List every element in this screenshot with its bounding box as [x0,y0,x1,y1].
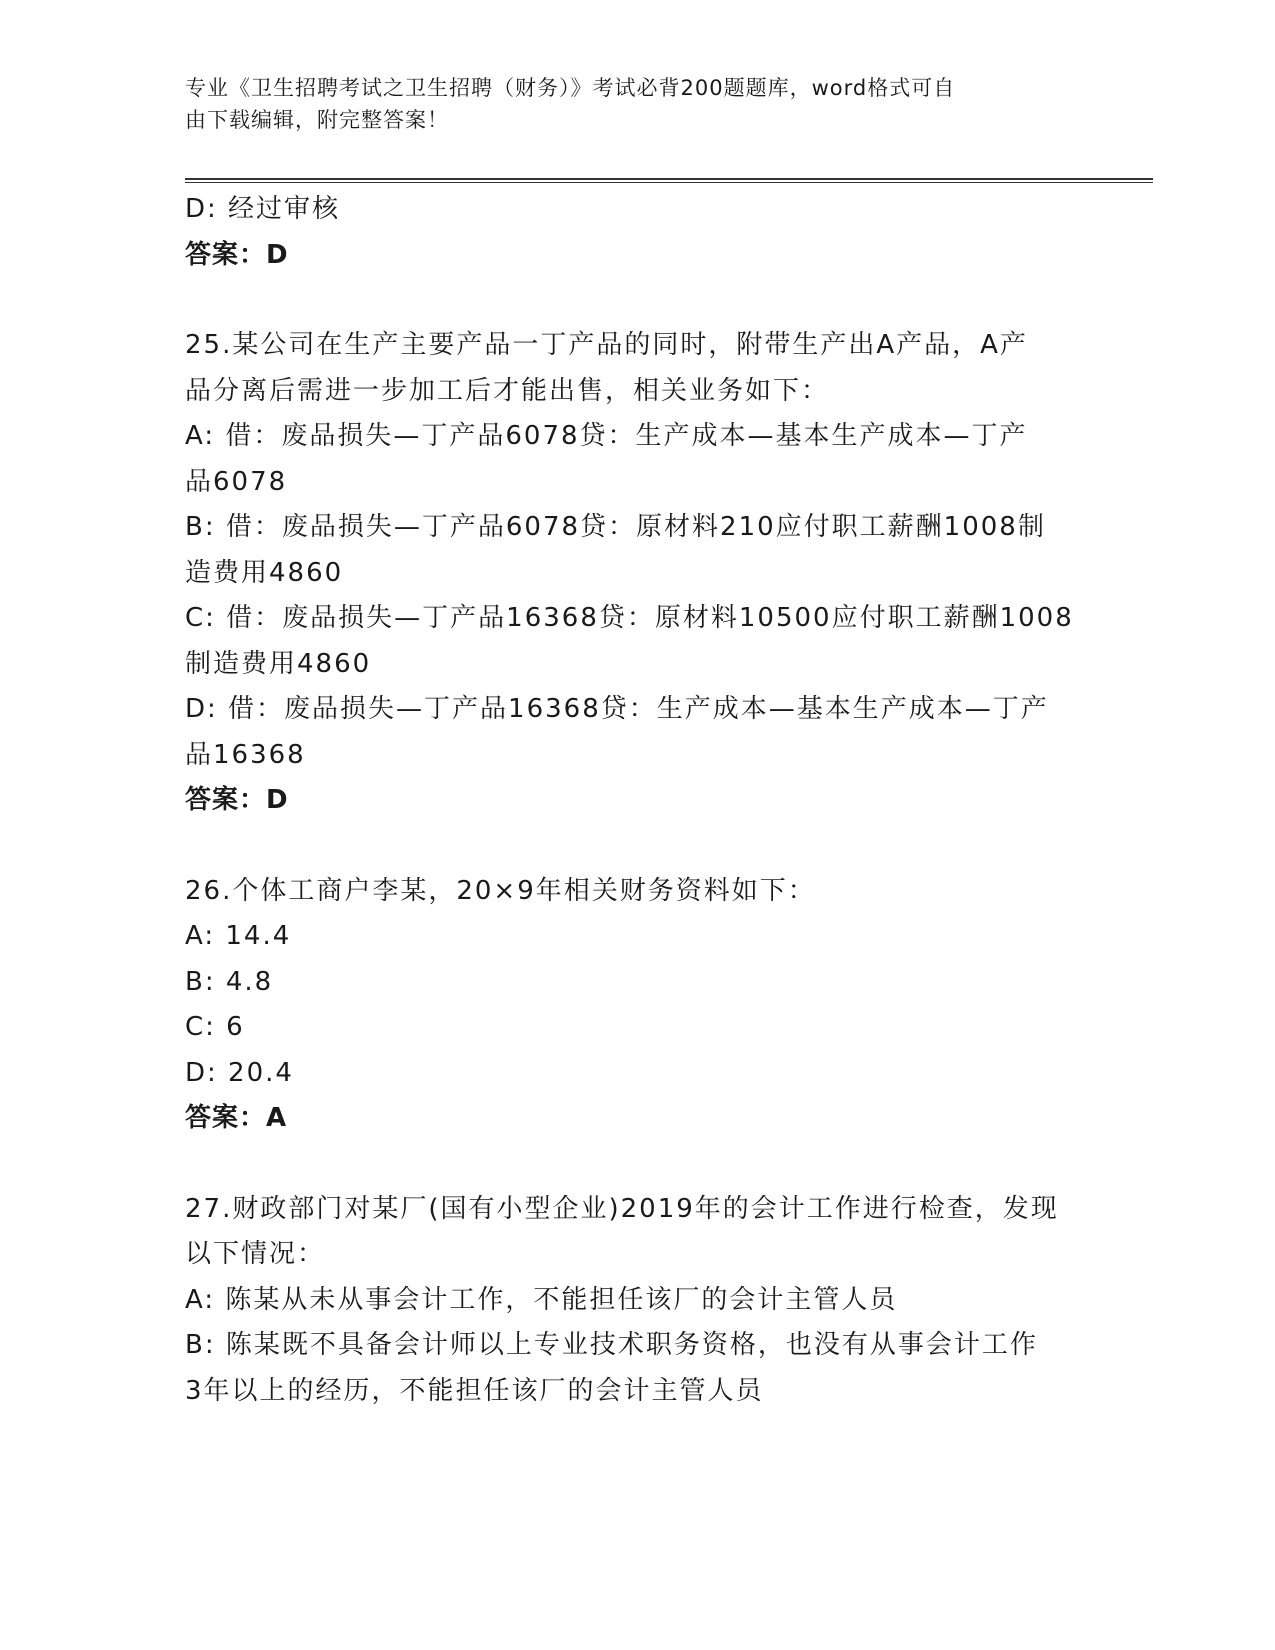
option-line: A: 借：废品损失—丁产品6078贷：生产成本—基本生产成本—丁产 [185,421,1028,451]
document-header [185,72,1065,136]
option-line: 造费用4860 [185,557,344,588]
question-content [185,187,1085,1414]
question-stem-line: 25.某公司在生产主要产品一丁产品的同时，附带生产出A产品，A产 [185,330,1028,360]
option-line: C: 6 [185,1012,245,1042]
header-title-line-1: 专业《卫生招聘考试之卫生招聘（财务）》考试必背200题题库，word格式可自 [185,76,956,100]
question-stem-line: 以下情况： [185,1239,326,1269]
option-line: 品6078 [185,466,288,497]
option-line: D: 经过审核 [185,194,341,224]
option-line: B: 陈某既不具备会计师以上专业技术职务资格，也没有从事会计工作 [185,1330,1038,1360]
option-line: B: 4.8 [185,966,274,997]
answer-line: 答案：A [185,1103,288,1133]
option-line: 品16368 [185,739,306,770]
question-stem-line: 26.个体工商户李某，20×9年相关财务资料如下： [185,875,816,906]
question-stem-line: 品分离后需进一步加工后才能出售，相关业务如下： [185,375,830,406]
header-title-line-2: 由下载编辑，附完整答案！ [185,108,449,132]
header-divider [185,178,1153,183]
question-stem-line: 27.财政部门对某厂(国有小型企业)2019年的会计工作进行检查，发现 [185,1193,1059,1224]
option-line: 3年以上的经历，不能担任该厂的会计主管人员 [185,1375,764,1406]
option-line: B: 借：废品损失—丁产品6078贷：原材料210应付职工薪酬1008制 [185,512,1046,542]
block-spacer [185,824,1085,869]
question-block [185,323,1085,824]
answer-line: 答案：D [185,785,289,815]
option-line: A: 陈某从未从事会计工作，不能担任该厂的会计主管人员 [185,1284,898,1315]
question-block [185,869,1085,1142]
option-line: D: 20.4 [185,1057,294,1088]
block-spacer [185,1142,1085,1187]
option-line: D: 借：废品损失—丁产品16368贷：生产成本—基本生产成本—丁产 [185,694,1049,724]
option-line: C: 借：废品损失—丁产品16368贷：原材料10500应付职工薪酬1008 [185,603,1074,633]
question-block [185,1187,1085,1415]
option-line: 制造费用4860 [185,648,372,679]
option-line: A: 14.4 [185,921,292,951]
question-block [185,187,1085,278]
answer-line: 答案：D [185,239,289,270]
block-spacer [185,278,1085,323]
